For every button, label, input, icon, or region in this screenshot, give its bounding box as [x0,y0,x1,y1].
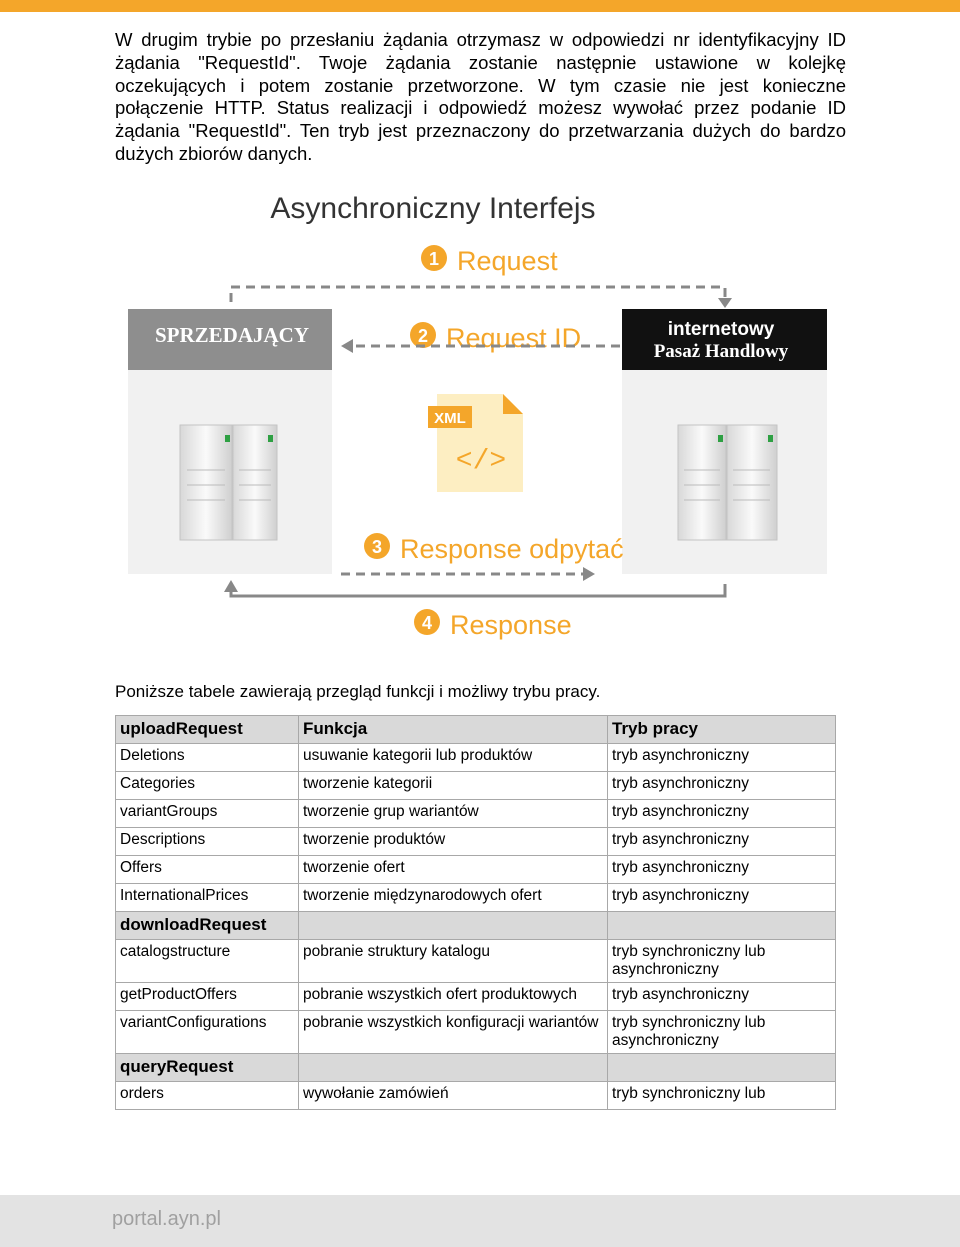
top-accent-bar [0,0,960,12]
row-name: Deletions [116,744,299,772]
row-function: pobranie wszystkich konfiguracji wariantów [299,1011,608,1054]
row-function: tworzenie produktów [299,828,608,856]
row-function: pobranie struktury katalogu [299,940,608,983]
step-2-label [410,322,581,353]
table-row [116,983,836,1011]
xml-tag: XML [434,410,466,427]
section-header-download [116,912,836,940]
row-name: Categories [116,772,299,800]
svg-text:2: 2 [417,326,429,346]
xml-file-icon [428,394,523,492]
row-name: Descriptions [116,828,299,856]
table-caption: Poniższe tabele zawierają przegląd funkcji i możliwy trybu pracy. [115,682,601,701]
svg-text:Response: Response [450,610,572,640]
table-row [116,772,836,800]
marketplace-label-line2: Pasaż Handlowy [653,341,789,362]
table-row [116,856,836,884]
svg-text:Response odpytać: Response odpytać [400,534,624,564]
marketplace-label-line1: internetowy [667,319,775,340]
row-function: pobranie wszystkich ofert produktowych [299,983,608,1011]
row-name: orders [116,1082,299,1110]
row-function: tworzenie ofert [299,856,608,884]
row-name: Offers [116,856,299,884]
row-name: getProductOffers [116,983,299,1011]
table-row [116,744,836,772]
svg-text:4: 4 [421,613,433,633]
row-mode: tryb asynchroniczny [608,856,836,884]
response-arrow [224,580,725,596]
request-arrow [231,287,732,308]
table-row [116,1011,836,1054]
seller-panel [128,309,332,574]
xml-code: </> [455,446,507,477]
table-row [116,828,836,856]
seller-label: SPRZEDAJĄCY [154,323,310,347]
column-header-function: Funkcja [299,716,608,744]
seller-server-icon [180,425,277,540]
step-4-label [414,609,572,640]
section-name: queryRequest [116,1054,299,1082]
row-mode: tryb asynchroniczny [608,744,836,772]
response-poll-arrow [341,567,595,581]
table-row [116,884,836,912]
row-name: variantConfigurations [116,1011,299,1054]
row-name: variantGroups [116,800,299,828]
step-3-label [364,533,624,564]
svg-text:3: 3 [371,537,383,557]
row-mode: tryb asynchroniczny [608,772,836,800]
footer-site: portal.ayn.pl [112,1208,221,1230]
functions-table [115,715,836,1110]
page-footer [0,1195,960,1247]
row-function: tworzenie międzynarodowych ofert [299,884,608,912]
step-1-label [421,245,558,276]
section-header-query [116,1054,836,1082]
diagram-title: Asynchroniczny Interfejs [270,192,596,225]
table-row [116,1082,836,1110]
marketplace-server-icon [678,425,777,540]
table-row [116,940,836,983]
row-mode: tryb synchroniczny lub asynchroniczny [608,1011,836,1054]
svg-text:Request ID: Request ID [446,323,582,353]
row-mode: tryb asynchroniczny [608,884,836,912]
row-mode: tryb synchroniczny lub [608,1082,836,1110]
row-function: tworzenie kategorii [299,772,608,800]
row-mode: tryb synchroniczny lub asynchroniczny [608,940,836,983]
row-name: catalogstructure [116,940,299,983]
section-header-upload [116,716,836,744]
marketplace-panel [622,309,827,574]
table-row [116,800,836,828]
section-name: downloadRequest [116,912,299,940]
row-mode: tryb asynchroniczny [608,800,836,828]
column-header-mode: Tryb pracy [608,716,836,744]
intro-paragraph: W drugim trybie po przesłaniu żądania otrzymasz w odpowiedzi nr identyfikacyjny ID żądania "RequestId". Twoje żądania zostanie następnie ustawione w kolejkę oczekujących i potem zostanie przetworzone. W tym czasie nie jest konieczne połączenie HTTP. Status realizacji i odpowiedź możesz wywołać przez podanie ID żądania "RequestId". Ten tryb jest przeznaczony do przetwarzania dużych do bardzo dużych zbiorów danych. [115,29,846,164]
row-function: wywołanie zamówień [299,1082,608,1110]
row-mode: tryb asynchroniczny [608,828,836,856]
async-interface-diagram [115,180,846,650]
svg-text:1: 1 [428,249,440,269]
row-name: InternationalPrices [116,884,299,912]
row-function: usuwanie kategorii lub produktów [299,744,608,772]
svg-text:Request: Request [457,246,558,276]
row-function: tworzenie grup wariantów [299,800,608,828]
row-mode: tryb asynchroniczny [608,983,836,1011]
section-name: uploadRequest [116,716,299,744]
